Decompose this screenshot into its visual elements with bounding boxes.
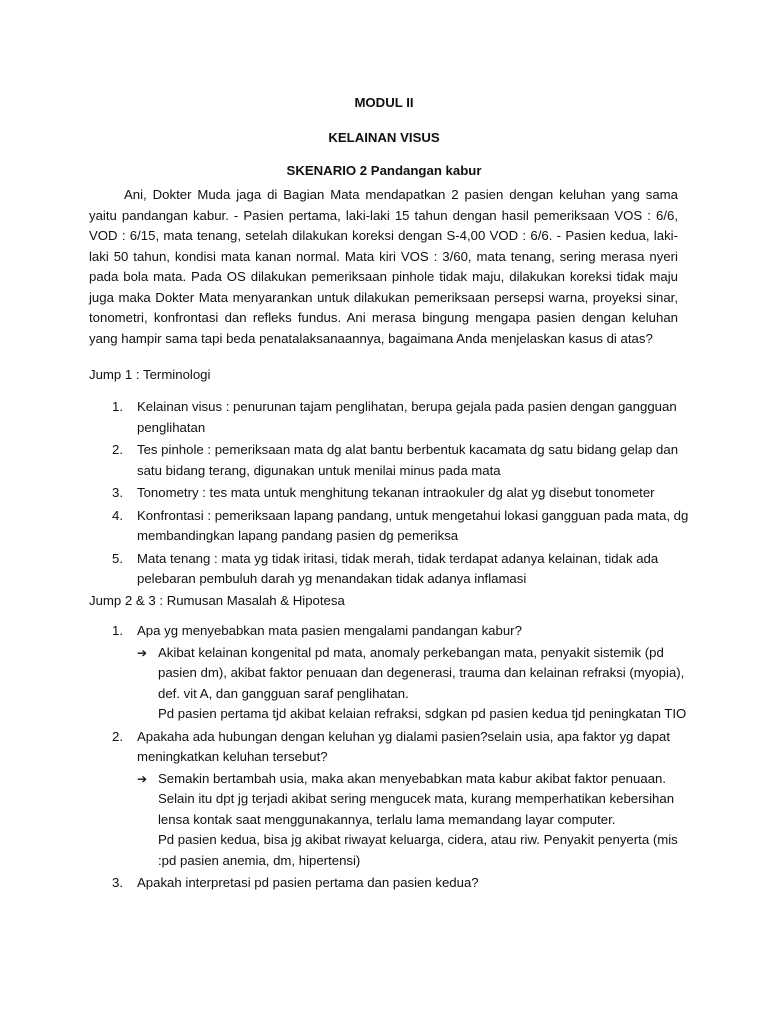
list-item-text: Konfrontasi : pemeriksaan lapang pandang, untuk mengetahui lokasi gangguan pada mata, dg membandingkan lapang pandang pasien dg pemeriksa	[137, 507, 689, 543]
list-item-text: Tes pinhole : pemeriksaan mata dg alat bantu berbentuk kacamata dg satu bidang gelap dan satu bidang terang, digunakan untuk menilai minus pada mata	[137, 442, 679, 478]
list-number: 4.	[112, 507, 123, 523]
list-item-text: Tonometry : tes mata untuk menghitung tekanan intraokuler dg alat yg disebut tonometer	[137, 485, 655, 500]
answer-block	[137, 643, 689, 725]
jump23-heading: Jump 2 & 3 : Rumusan Masalah & Hipotesa	[89, 593, 345, 608]
list-item-text: Mata tenang : mata yg tidak iritasi, tidak merah, tidak terdapat adanya kelainan, tidak ada pelebaran pembuluh darah yg menandakan tidak adanya inflamasi	[137, 550, 659, 586]
question-item	[89, 727, 689, 872]
scenario-paragraph: Ani, Dokter Muda jaga di Bagian Mata mendapatkan 2 pasien dengan keluhan yang sama yaitu pandangan kabur. - Pasien pertama, laki-laki 15 tahun dengan hasil pemeriksaan VOS : 6/6, VOD : 6/15, mata tenang, setelah dilakukan koreksi dengan S-4,00 VOD : 6/6. - Pasien kedua, laki-laki 50 tahun, kondisi mata kanan normal. Mata kiri VOS : 3/60, mata tenang, sering merasa nyeri pada bola mata. Pada OS dilakukan pemeriksaan pinhole tidak maju, dilakukan koreksi tidak maju juga maka Dokter Mata menyarankan untuk dilakukan pemeriksaan persepsi warna, proyeksi sinar, tonometri, konfrontasi dan refleks fundus. Ani merasa bingung mengapa pasien dengan keluhan yang hampir sama tapi beda penatalaksanaannya, bagaimana Anda menjelaskan kasus di atas?	[89, 187, 678, 346]
arrow-icon: ➔	[137, 771, 148, 786]
list-item	[89, 440, 689, 481]
list-item	[89, 506, 689, 547]
jump1-heading: Jump 1 : Terminologi	[89, 367, 211, 382]
question-text: Apakah interpretasi pd pasien pertama dan pasien kedua?	[137, 875, 479, 890]
answer-text: Semakin bertambah usia, maka akan menyebabkan mata kabur akibat faktor penuaan. Selain itu dpt jg terjadi akibat sering mengucek mata, kurang memperhatikan kebersihan lensa kontak saat menggunakannya, terlalu lama memandang layar computer.	[158, 770, 675, 827]
question-text: Apakaha ada hubungan dengan keluhan yg dialami pasien?selain usia, apa faktor yg dapat meningkatkan keluhan tersebut?	[137, 728, 671, 764]
answer-text: Pd pasien kedua, bisa jg akibat riwayat keluarga, cidera, atau riw. Penyakit penyerta (mis :pd pasien anemia, dm, hipertensi)	[158, 832, 678, 868]
list-number: 5.	[112, 550, 123, 566]
problem-list	[89, 621, 689, 896]
list-number: 3.	[112, 485, 123, 500]
question-number: 1.	[112, 623, 123, 638]
answer-block	[137, 769, 689, 872]
list-number: 2.	[112, 442, 123, 457]
list-number: 1.	[112, 399, 123, 414]
scenario-title: SKENARIO 2 Pandangan kabur	[286, 163, 482, 178]
answer-text: Akibat kelainan kongenital pd mata, anomaly perkebangan mata, penyakit sistemik (pd pasien dm), akibat faktor penuaan dan degenerasi, trauma dan kelainan refraksi (myopia), def. vit A, dan gangguan saraf penglihatan.	[158, 644, 685, 701]
question-text: Apa yg menyebabkan mata pasien mengalami pandangan kabur?	[137, 623, 522, 638]
question-number: 2.	[112, 728, 123, 744]
topic-title: KELAINAN VISUS	[328, 130, 440, 145]
terminology-list	[89, 397, 689, 592]
list-item-text: Kelainan visus : penurunan tajam penglihatan, berupa gejala pada pasien dengan gangguan penglihatan	[137, 399, 677, 435]
question-item	[89, 873, 689, 894]
question-number: 3.	[112, 875, 123, 890]
list-item	[89, 549, 689, 590]
list-item	[89, 483, 689, 504]
question-item	[89, 621, 689, 725]
module-title: MODUL II	[354, 95, 414, 110]
list-item	[89, 397, 689, 438]
answer-text: Pd pasien pertama tjd akibat kelaian refraksi, sdgkan pd pasien kedua tjd peningkatan TIO	[158, 706, 687, 721]
arrow-icon: ➔	[137, 645, 148, 660]
